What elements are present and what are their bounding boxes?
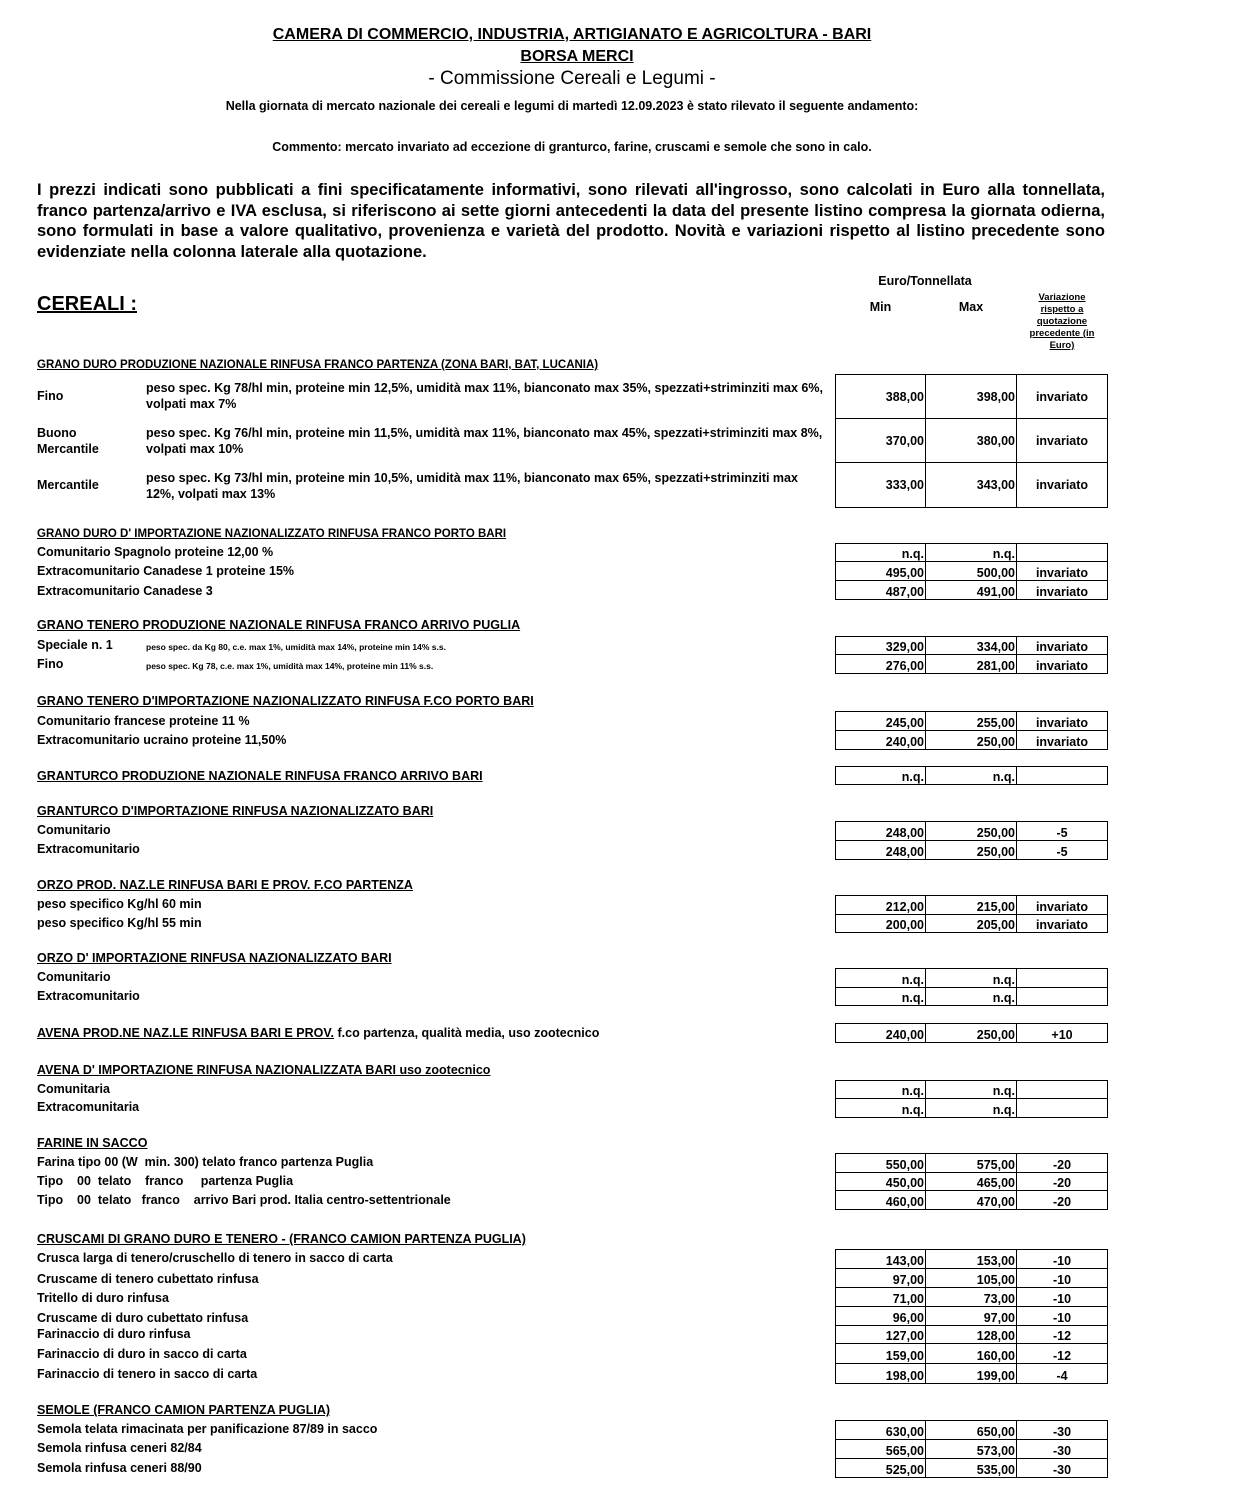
max-price: 73,00 — [925, 1287, 1017, 1307]
row-label: Extracomunitario Canadese 1 proteine 15% — [37, 564, 295, 578]
section-title: CRUSCAMI DI GRANO DURO E TENERO - (FRANCO CAMION PARTENZA PUGLIA) — [37, 1232, 526, 1246]
row-label: Semola telata rimacinata per panificazione 87/89 in sacco — [37, 1422, 378, 1436]
price-variation: -10 — [1016, 1249, 1108, 1269]
max-price: 500,00 — [925, 561, 1017, 581]
min-header: Min — [869, 300, 892, 314]
max-price: n.q. — [925, 1080, 1017, 1099]
price-variation — [1016, 987, 1108, 1006]
price-variation: -10 — [1016, 1306, 1108, 1326]
section-title: GRANO TENERO PRODUZIONE NAZIONALE RINFUSA FRANCO ARRIVO PUGLIA — [37, 618, 521, 632]
price-variation: -4 — [1016, 1363, 1108, 1384]
min-price: 240,00 — [835, 730, 926, 750]
row-label: Tipo 00 telato franco partenza Puglia — [37, 1174, 294, 1188]
price-variation — [1016, 1098, 1108, 1118]
max-price: 250,00 — [925, 1023, 1017, 1043]
row-label: Tipo 00 telato franco arrivo Bari prod. Italia centro-settentrionale — [37, 1193, 451, 1207]
section-title-suffix: f.co partenza, qualità media, uso zootecnico — [334, 1026, 600, 1040]
max-header: Max — [958, 300, 984, 314]
max-price: 380,00 — [925, 418, 1017, 463]
min-price: 143,00 — [835, 1249, 926, 1269]
max-price: 250,00 — [925, 840, 1017, 860]
min-price: n.q. — [835, 766, 926, 785]
row-description: peso spec. Kg 78/hl min, proteine min 12,5%, umidità max 11%, bianconato max 35%, spezzati+striminziti max 6%, volpati max 7% — [146, 381, 823, 411]
price-variation: -30 — [1016, 1420, 1108, 1440]
max-price: 281,00 — [925, 654, 1017, 674]
max-price: n.q. — [925, 968, 1017, 988]
max-price: 255,00 — [925, 711, 1017, 731]
min-price: 248,00 — [835, 840, 926, 860]
section-title — [37, 1026, 599, 1040]
row-label: Semola rinfusa ceneri 82/84 — [37, 1441, 202, 1455]
min-price: 450,00 — [835, 1172, 926, 1191]
max-price: n.q. — [925, 1098, 1017, 1118]
max-price: 205,00 — [925, 914, 1017, 933]
min-price: 495,00 — [835, 561, 926, 581]
row-label: peso specifico Kg/hl 55 min — [37, 916, 202, 930]
min-price: 240,00 — [835, 1023, 926, 1043]
max-price: 398,00 — [925, 374, 1017, 419]
row-label: Cruscame di duro cubettato rinfusa — [37, 1311, 249, 1325]
min-price: 630,00 — [835, 1420, 926, 1440]
price-variation: invariato — [1016, 654, 1108, 674]
price-variation: invariato — [1016, 580, 1108, 600]
price-variation: -5 — [1016, 821, 1108, 841]
section-title: GRANTURCO PRODUZIONE NAZIONALE RINFUSA FRANCO ARRIVO BARI — [37, 769, 483, 783]
commission-title: - Commissione Cereali e Legumi - — [428, 68, 716, 89]
row-label: Semola rinfusa ceneri 88/90 — [37, 1461, 202, 1475]
price-variation: -20 — [1016, 1172, 1108, 1191]
price-variation: -10 — [1016, 1268, 1108, 1288]
section-title: GRANO DURO D' IMPORTAZIONE NAZIONALIZZATO RINFUSA FRANCO PORTO BARI — [37, 528, 507, 540]
row-description: peso spec. Kg 73/hl min, proteine min 10,5%, umidità max 11%, bianconato max 65%, spezzati+striminziti max 12%, volpati max 13% — [146, 471, 798, 501]
price-variation: -30 — [1016, 1458, 1108, 1478]
section-title: SEMOLE (FRANCO CAMION PARTENZA PUGLIA) — [37, 1403, 331, 1417]
max-price: 650,00 — [925, 1420, 1017, 1440]
row-label: Extracomunitario — [37, 989, 140, 1003]
row-label: Extracomunitario — [37, 842, 140, 856]
price-variation: -10 — [1016, 1287, 1108, 1307]
price-variation: invariato — [1016, 374, 1108, 419]
max-price: 343,00 — [925, 462, 1017, 508]
section-title-main: AVENA PROD.NE NAZ.LE RINFUSA BARI E PROV. — [37, 1026, 335, 1040]
row-label: Speciale n. 1 — [37, 638, 113, 652]
max-price: 573,00 — [925, 1439, 1017, 1459]
min-price: n.q. — [835, 543, 926, 562]
section-title: GRANTURCO D'IMPORTAZIONE RINFUSA NAZIONALIZZATO BARI — [37, 804, 434, 818]
cereali-title: CEREALI : — [37, 293, 137, 315]
row-description: peso spec. Kg 78, c.e. max 1%, umidità max 14%, proteine min 11% s.s. — [146, 661, 434, 671]
min-price: 71,00 — [835, 1287, 926, 1307]
min-price: 329,00 — [835, 636, 926, 655]
min-price: n.q. — [835, 968, 926, 988]
row-label: Crusca larga di tenero/cruschello di tenero in sacco di carta — [37, 1251, 393, 1265]
min-price: 460,00 — [835, 1190, 926, 1210]
max-price: 105,00 — [925, 1268, 1017, 1288]
market-comment: Commento: mercato invariato ad eccezione di granturco, farine, cruscami e semole che sono in calo. — [272, 140, 872, 154]
row-description: peso spec. Kg 76/hl min, proteine min 11,5%, umidità max 11%, bianconato max 45%, spezzati+striminziti max 8%, volpati max 10% — [146, 426, 823, 456]
price-variation: invariato — [1016, 462, 1108, 508]
row-label: Comunitaria — [37, 1082, 110, 1096]
price-variation — [1016, 543, 1108, 562]
section-title: ORZO PROD. NAZ.LE RINFUSA BARI E PROV. F.CO PARTENZA — [37, 878, 413, 892]
max-price: 153,00 — [925, 1249, 1017, 1269]
row-label: Comunitario francese proteine 11 % — [37, 714, 250, 728]
row-label: Farinaccio di duro in sacco di carta — [37, 1347, 247, 1361]
max-price: 465,00 — [925, 1172, 1017, 1191]
price-variation: invariato — [1016, 418, 1108, 463]
price-variation — [1016, 1080, 1108, 1099]
max-price: 334,00 — [925, 636, 1017, 655]
variation-header: Variazione rispetto a quotazione precedente (in Euro) — [1029, 292, 1095, 351]
section-title: GRANO DURO PRODUZIONE NAZIONALE RINFUSA FRANCO PARTENZA (ZONA BARI, BAT, LUCANIA) — [37, 359, 599, 371]
min-price: 212,00 — [835, 895, 926, 915]
max-price: 491,00 — [925, 580, 1017, 600]
row-label: Cruscame di tenero cubettato rinfusa — [37, 1272, 259, 1286]
section-title: FARINE IN SACCO — [37, 1136, 148, 1150]
max-price: n.q. — [925, 543, 1017, 562]
max-price: n.q. — [925, 987, 1017, 1006]
price-variation — [1016, 968, 1108, 988]
row-label: Comunitario — [37, 970, 111, 984]
row-description: peso spec. da Kg 80, c.e. max 1%, umidità max 14%, proteine min 14% s.s. — [146, 642, 446, 652]
min-price: 159,00 — [835, 1343, 926, 1364]
row-label: Fino — [37, 389, 64, 403]
max-price: 250,00 — [925, 730, 1017, 750]
max-price: 470,00 — [925, 1190, 1017, 1210]
min-price: 245,00 — [835, 711, 926, 731]
row-label: peso specifico Kg/hl 60 min — [37, 897, 202, 911]
row-label: Farina tipo 00 (W min. 300) telato franco partenza Puglia — [37, 1155, 374, 1169]
price-variation: invariato — [1016, 561, 1108, 581]
min-price: 370,00 — [835, 418, 926, 463]
row-label: Extracomunitario ucraino proteine 11,50% — [37, 733, 287, 747]
price-variation: invariato — [1016, 895, 1108, 915]
min-price: 96,00 — [835, 1306, 926, 1326]
price-variation: invariato — [1016, 711, 1108, 731]
min-price: n.q. — [835, 1080, 926, 1099]
max-price: 199,00 — [925, 1363, 1017, 1384]
max-price: 575,00 — [925, 1153, 1017, 1173]
price-variation: -12 — [1016, 1343, 1108, 1364]
price-variation: +10 — [1016, 1023, 1108, 1043]
min-price: 487,00 — [835, 580, 926, 600]
price-variation: -12 — [1016, 1325, 1108, 1344]
market-day-text: Nella giornata di mercato nazionale dei cereali e legumi di martedì 12.09.2023 è stato rilevato il seguente andamento: — [225, 99, 919, 113]
unit-header: Euro/Tonnellata — [878, 274, 972, 288]
row-label: Fino — [37, 657, 64, 671]
min-price: 276,00 — [835, 654, 926, 674]
price-variation: -5 — [1016, 840, 1108, 860]
max-price: 535,00 — [925, 1458, 1017, 1478]
section-title: ORZO D' IMPORTAZIONE RINFUSA NAZIONALIZZATO BARI — [37, 951, 392, 965]
price-variation: invariato — [1016, 730, 1108, 750]
max-price: 97,00 — [925, 1306, 1017, 1326]
row-label: Extracomunitaria — [37, 1100, 140, 1114]
max-price: n.q. — [925, 766, 1017, 785]
max-price: 250,00 — [925, 821, 1017, 841]
min-price: 198,00 — [835, 1363, 926, 1384]
max-price: 160,00 — [925, 1343, 1017, 1364]
min-price: 388,00 — [835, 374, 926, 419]
price-variation: -20 — [1016, 1153, 1108, 1173]
min-price: 200,00 — [835, 914, 926, 933]
row-label: Comunitario Spagnolo proteine 12,00 % — [37, 545, 274, 559]
min-price: n.q. — [835, 987, 926, 1006]
row-label: Tritello di duro rinfusa — [37, 1291, 169, 1305]
borsa-merci-title: BORSA MERCI — [520, 48, 634, 65]
chamber-title: CAMERA DI COMMERCIO, INDUSTRIA, ARTIGIANATO E AGRICOLTURA - BARI — [272, 26, 872, 43]
price-variation: -20 — [1016, 1190, 1108, 1210]
price-variation: -30 — [1016, 1439, 1108, 1459]
min-price: 525,00 — [835, 1458, 926, 1478]
row-label: Comunitario — [37, 823, 111, 837]
price-variation: invariato — [1016, 914, 1108, 933]
min-price: 127,00 — [835, 1325, 926, 1344]
min-price: 248,00 — [835, 821, 926, 841]
max-price: 215,00 — [925, 895, 1017, 915]
price-variation: invariato — [1016, 636, 1108, 655]
min-price: n.q. — [835, 1098, 926, 1118]
min-price: 97,00 — [835, 1268, 926, 1288]
section-title: AVENA D' IMPORTAZIONE RINFUSA NAZIONALIZZATA BARI uso zootecnico — [37, 1063, 491, 1077]
row-label: Farinaccio di duro rinfusa — [37, 1327, 191, 1341]
section-title: GRANO TENERO D'IMPORTAZIONE NAZIONALIZZATO RINFUSA F.CO PORTO BARI — [37, 694, 534, 708]
min-price: 333,00 — [835, 462, 926, 508]
min-price: 550,00 — [835, 1153, 926, 1173]
intro-paragraph: I prezzi indicati sono pubblicati a fini specificatamente informativi, sono rilevati all'ingrosso, sono calcolati in Euro alla tonnellata, franco partenza/arrivo e IVA esclusa, si riferiscono ai sette giorni antecedenti la data del presente listino compresa la giornata odierna, sono formulati in base a valore qualitativo, provenienza e varietà del prodotto. Novità e variazioni rispetto al listino precedente sono evidenziate nella colonna laterale alla quotazione. — [37, 181, 1105, 261]
max-price: 128,00 — [925, 1325, 1017, 1344]
row-label: Mercantile — [37, 478, 99, 492]
row-label: Buono Mercantile — [37, 426, 99, 456]
row-label: Extracomunitario Canadese 3 — [37, 584, 213, 598]
price-variation — [1016, 766, 1108, 785]
min-price: 565,00 — [835, 1439, 926, 1459]
row-label: Farinaccio di tenero in sacco di carta — [37, 1367, 258, 1381]
